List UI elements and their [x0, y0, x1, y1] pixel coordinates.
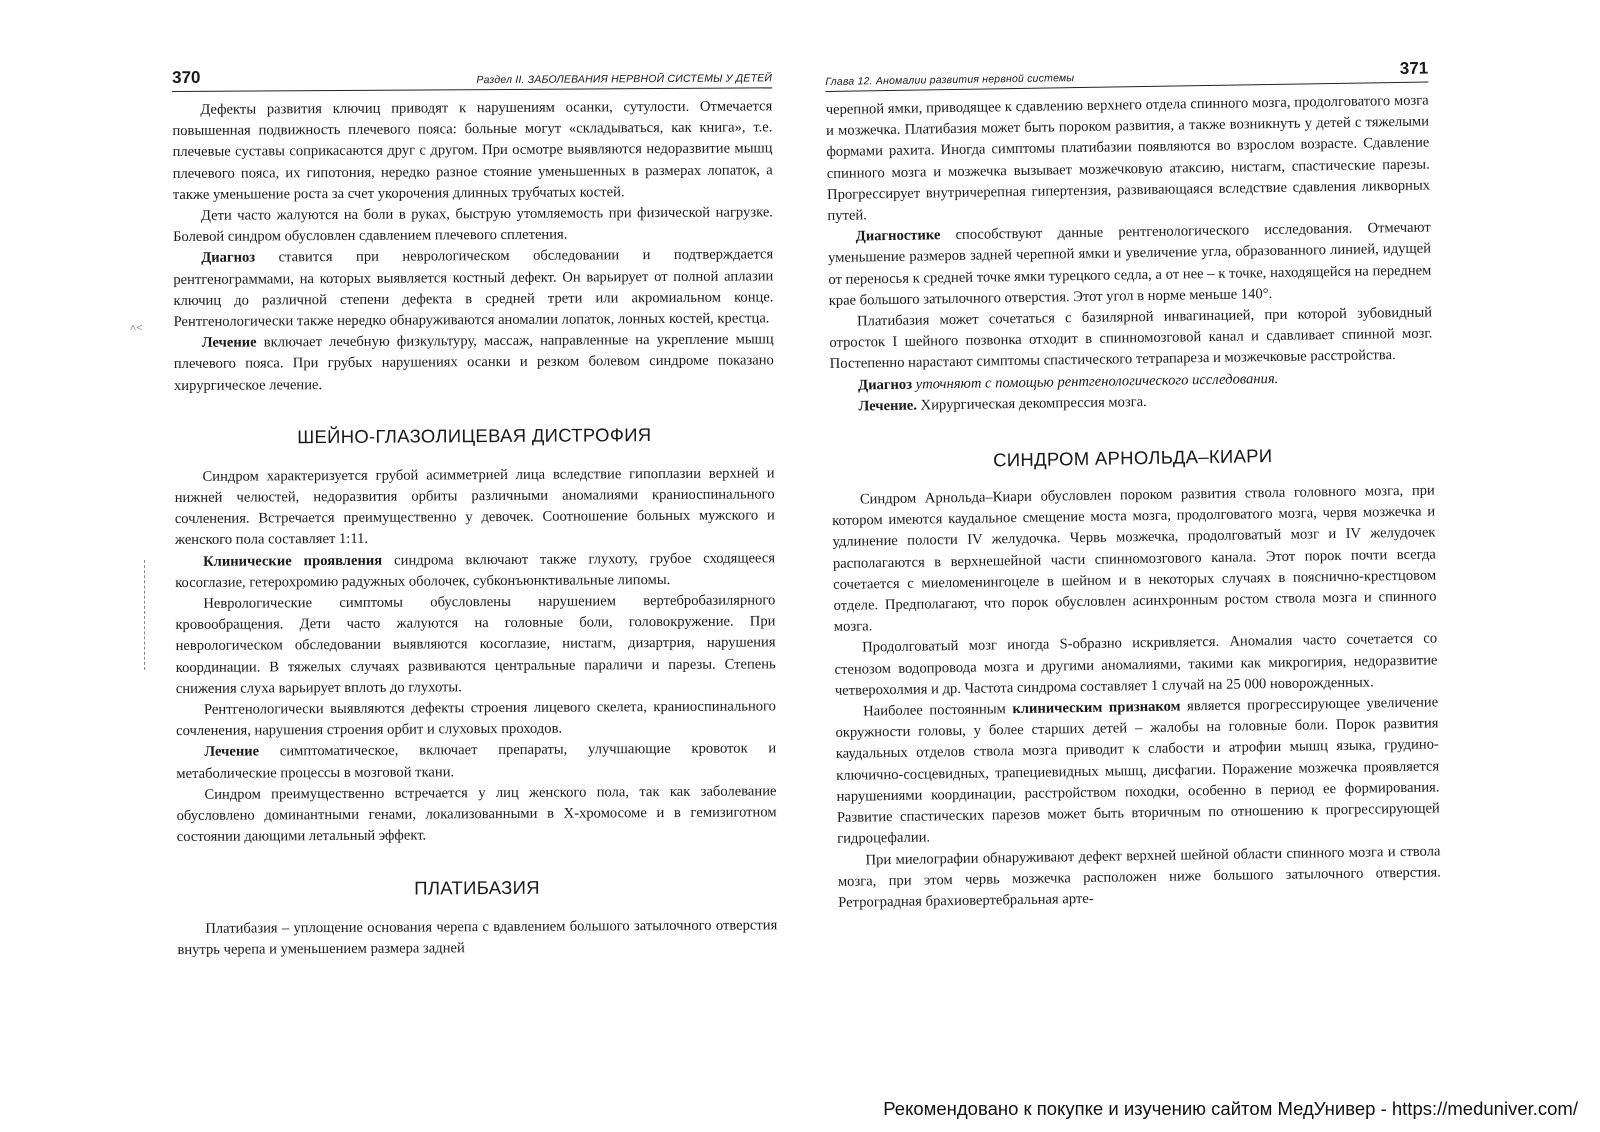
term: Клинические проявления: [203, 552, 383, 570]
right-page-body: [826, 91, 1442, 914]
paragraph: При миелографии обнаруживают дефект верхней шейной области спинного мозга и ствола мозга, при этом червь мозжечка расположен ниже большого затылочного отверстия. Ретроградная брахиовертебральная арте-: [837, 842, 1441, 911]
section-heading: ШЕЙНО-ГЛАЗОЛИЦЕВАЯ ДИСТРОФИЯ: [297, 423, 652, 448]
term: Диагноз: [201, 249, 256, 267]
paragraph-text: синдрома включают также глухоту, грубое сходящееся косоглазие, гетерохромию радужных оболочек, субконъюнктивальные липомы.: [175, 549, 776, 591]
paragraph: Дети часто жалуются на боли в руках, быструю утомляемость при физической нагрузке. Болевой синдром обусловлен сдавлением плечевого сплетения.: [173, 204, 773, 246]
paragraph: Продолговатый мозг иногда S-образно искривляется. Аномалия часто сочетается со стенозом водопровода мозга и другими аномалиями, такими как микрогирия, недоразвитие четверохолмия и др. Частота синдрома составляет 1 случай на 25 000 новорожденных.: [834, 630, 1438, 699]
paragraph: Платибазия – уплощение основания черепа с вдавлением большого затылочного отверстия внутрь черепа и уменьшением размера задней: [177, 916, 778, 958]
right-page-number: 371: [1399, 58, 1429, 78]
right-page: [825, 53, 1441, 914]
paragraph: Синдром характеризуется грубой асимметрией лица вследствие гипоплазии верхней и нижней челюстей, недоразвития орбиты различными аномалиями краниоспинального сочленения. Встречается преимущественно у девочек. Соотношение больных мужского и женского пола составляет 1:11.: [174, 465, 775, 549]
paragraph: Дефекты развития ключиц приводят к нарушениям осанки, сутулости. Отмечается повышенная подвижность плечевого пояса: больные могут «складываться, как книга», т.е. плечевые суставы соприкасаются друг с другом. При осмотре выявляются недоразвитие мышц плечевого пояса, их гипотония, нередко разное стояние уменьшенных в размерах лопаток, а также уменьшение роста за счет укорочения длинных трубчатых костей.: [172, 98, 773, 203]
paragraph: [175, 548, 775, 594]
left-page-body: [172, 96, 777, 961]
term: клиническим признаком: [1012, 698, 1181, 718]
paragraph-text: ставится при неврологическом обследовании и подтверждается рентгенограммами, на которых выявляется костный дефект. Он варьирует от полной аплазии ключиц до различной степени дефекта в средней трети или акромиальном конце. Рентгенологически также нередко обнаруживаются аномалии лопаток, лонных костей, крестца.: [173, 246, 774, 331]
section-heading: СИНДРОМ АРНОЛЬДА–КИАРИ: [992, 445, 1273, 471]
left-page-number: 370: [172, 67, 201, 87]
left-running-head: [172, 58, 772, 92]
paragraph: Синдром Арнольда–Киари обусловлен пороком развития ствола головного мозга, при котором имеются каудальное смещение моста мозга, продолговатого мозга, червя мозжечка и удлинение полости IV желудочка. Червь мозжечка, продолговатый мозг и IV желудочек располагаются в верхнешейной части спинномозгового канала. Этот порок почти всегда сочетается с миеломенингоцеле в шейном и в некоторых случаях в пояснично-крестцовом отделе. Предполагают, что порок обусловлен асинхронным ростом ствола мозга и спинного мозга.: [832, 482, 1437, 636]
paragraph-text: симптоматическое, включает препараты, улучшающие кровоток и метаболические процессы в мозговой ткани.: [176, 740, 777, 782]
left-running-title: Раздел II. ЗАБОЛЕВАНИЯ НЕРВНОЙ СИСТЕМЫ У ДЕТЕЙ: [476, 72, 773, 87]
paragraph: [176, 739, 776, 785]
paragraph-text: Хирургическая декомпрессия мозга.: [916, 393, 1147, 414]
term: Лечение: [201, 334, 257, 352]
paragraph-text: уточняют с помощью рентгенологического исследования.: [911, 370, 1279, 393]
term: Диагностике: [855, 227, 941, 245]
paragraph: Неврологические симптомы обусловлены нарушением вертебробазилярного кровообращения. Дети часто жалуются на головные боли, головокружение. При неврологическом обследовании выявляются косоглазие, нистагм, дизартрия, нарушения координации. В тяжелых случаях развиваются центральные параличи и парезы. Степень снижения слуха варьирует вплоть до глухоты.: [175, 592, 776, 697]
section-heading: ПЛАТИБАЗИЯ: [414, 876, 540, 899]
paragraph: Рентгенологически выявляются дефекты строения лицевого скелета, краниоспинального сочленения, нарушения строения орбит и слуховых проходов.: [176, 698, 776, 740]
paragraph: [174, 330, 774, 397]
paragraph: Платибазия может сочетаться с базилярной инвагинацией, при которой зубовидный отросток I шейного позвонка отходит в спинномозговой канал и сдавливает спинной мозг. Постепенно нарастают симптомы спастического тетрапареза и мозжечковые расстройства.: [829, 304, 1433, 373]
paragraph-text: является прогрессирующее увеличение окружности головы, у более старших детей – жалобы на головные боли. Порок развития каудальных отделов ствола мозга приводит к слабости и атрофии мышц языка, грудино-ключично-сосцевидных, трапециевидных мышц, дисфагии. Поражение мозжечка проявляется нарушениями координации, расстройством походки, особенно в период ее формирования. Развитие спастических парезов может быть вторичным по отношению к прогрессирующей гидроцефалии.: [835, 694, 1440, 848]
term: Лечение.: [858, 397, 918, 415]
paragraph-text: Наиболее постоянным: [863, 701, 1013, 720]
scan-edge-line: [144, 560, 146, 670]
paragraph-text: включает лечебную физкультуру, массаж, направленные на укрепление мышц плечевого пояса. При грубых нарушениях осанки и резком болевом синдроме показано хирургическое лечение.: [173, 331, 774, 394]
paragraph: Синдром преимущественно встречается у лиц женского пола, так как заболевание обусловлено доминантными генами, локализованными в Х-хромосоме и в гемизиготном состоянии дающими летальный эффект.: [176, 783, 777, 846]
paragraph-text: способствуют данные рентгенологического исследования. Отмечают уменьшение размеров задней черепной ямки и увеличение угла, образованного линией, идущей от переносья к средней точке ямки турецкого седла, а от нее – к точке, находящейся на переднем крае большого затылочного отверстия. Этот угол в норме меньше 140°.: [827, 219, 1432, 309]
paragraph: черепной ямки, приводящее к сдавлению верхнего отдела спинного мозга, продолговатого мозга и мозжечка. Платибазия может быть пороком развития, а также возникнуть у детей с тяжелыми формами рахита. Иногда симптомы платибазии появляются во взрослом возрасте. Сдавление спинного мозга и мозжечка вызывает мозжечковую атаксию, нистагм, спастические парезы. Прогрессирует внутричерепная гипертензия, развивающаяся вследствие сдавления ликворных путей.: [825, 92, 1431, 224]
right-running-title: Глава 12. Аномалии развития нервной системы: [825, 72, 1075, 88]
paragraph: [828, 218, 1432, 312]
paragraph: [835, 693, 1440, 851]
paragraph: [173, 245, 774, 333]
term: Лечение: [204, 743, 260, 761]
right-running-head: [825, 53, 1428, 92]
watermark-footer: Рекомендовано к покупке и изучению сайтом МедУнивер - https://meduniver.com/: [883, 1098, 1578, 1119]
scan-mark: ˄˂: [130, 322, 143, 334]
term: Диагноз: [857, 376, 913, 394]
left-page: [172, 58, 777, 961]
